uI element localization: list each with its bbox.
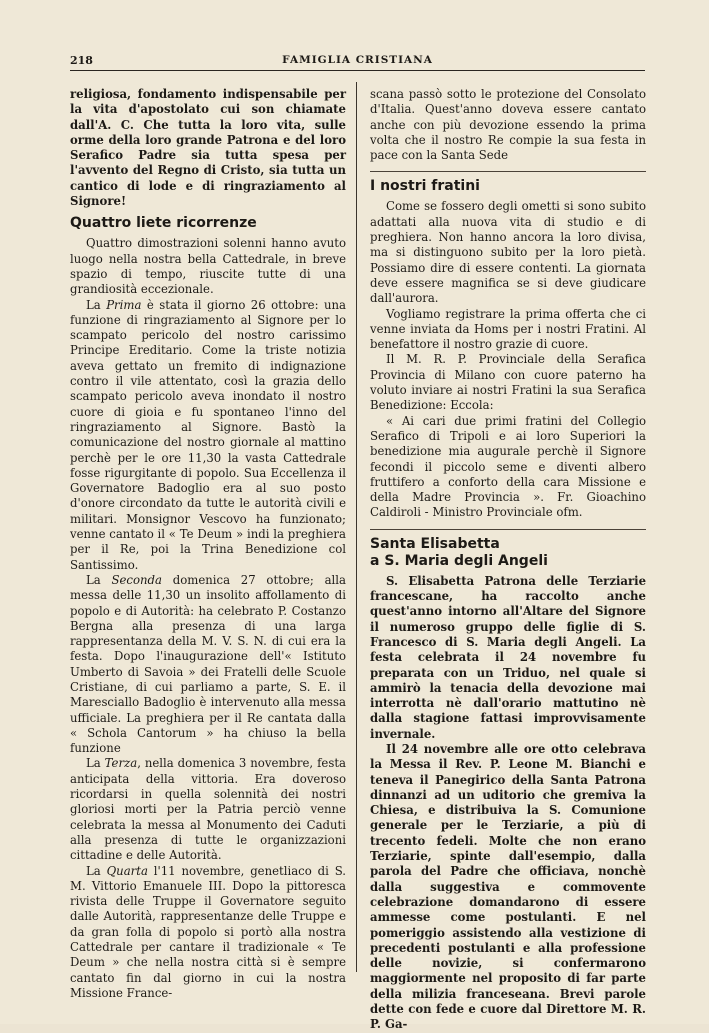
intro-paragraph: religiosa, fondamento indispensabile per la vita d'apostolato cui son chiamate dall'A. C. Che tutta la loro vita, sulle orme della loro grande Patrona e del loro Serafico Padre sia tutta spesa per l'avvento del Regno di Cristo, sia tutta un cantico di lode e di ringraziamento al Signore! bbox=[70, 87, 346, 209]
emphasis: Terza bbox=[104, 756, 138, 771]
paragraph: Vogliamo registrare la prima offerta che ci venne inviata da Homs per i nostri Fratini. Al benefattore il nostro grazie di cuore. bbox=[370, 306, 646, 352]
column-divider bbox=[356, 82, 357, 972]
left-column bbox=[70, 87, 346, 1001]
emphasis: Prima bbox=[106, 297, 142, 312]
emphasis: Quarta bbox=[106, 863, 148, 878]
paragraph-seconda bbox=[70, 573, 346, 757]
text-span: La bbox=[86, 572, 112, 587]
header-rule bbox=[70, 70, 645, 71]
heading-line: a S. Maria degli Angeli bbox=[370, 552, 548, 569]
journal-title: FAMIGLIA CRISTIANA bbox=[282, 54, 433, 66]
text-span: , nella domenica 3 novembre, festa anticipata della vittoria. Era doveroso ricordarsi in quella solennità dei nostri gloriosi morti per la Patria perciò venne celebrata la messa al Monumento dei Caduti alla presenza di tutte le organizzazioni cittadine e delle Autorità. bbox=[70, 756, 346, 863]
page-number: 218 bbox=[70, 54, 93, 67]
paragraph: scana passò sotto le protezione del Consolato d'Italia. Quest'anno doveva essere cantato anche con più devozione essendo la prima volta che il nostro Re compie la sua festa in pace con la Santa Sede bbox=[370, 87, 646, 163]
paragraph-prima bbox=[70, 298, 346, 573]
paragraph-terza bbox=[70, 756, 346, 863]
section-separator bbox=[370, 529, 646, 530]
text-span: domenica 27 ottobre; alla messa delle 11,30 un insolito affollamento di popolo e di Autorità: ha celebrato P. Costanzo Bergna alla presenza di una larga rappresentanza della M. V. S. N. di cui era la festa. Dopo l'inaugurazione dell'« Istituto Umberto di Savoia » dei Fratelli delle Scuole Cristiane, di cui parliamo a parte, S. E. il Maresciallo Badoglio è intervenuto alla messa ufficiale. La preghiera per il Re cantata dalla « Schola Cantorum » ha chiuso la bella funzione bbox=[70, 572, 346, 756]
section-separator bbox=[370, 171, 646, 172]
paragraph: Il 24 novembre alle ore otto celebrava la Messa il Rev. P. Leone M. Bianchi e teneva il Panegirico della Santa Patrona dinnanzi ad un uditorio che gremiva la Chiesa, e distribuiva la S. Comunione generale per le Terziarie, a più di trecento fedeli. Molte che non erano Terziarie, spinte dall'esempio, dalla parola del Padre che officiava, nonchè dalla suggestiva e commovente celebrazione domandarono di essere ammesse come postulanti. E nel pomeriggio assistendo alla vestizione di precedenti postulanti e alla professione delle novizie, si confermarono maggiormente nel proposito di far parte della milizia franceseana. Brevi parole dette con fede e cuore dal Direttore M. R. P. Ga- bbox=[370, 741, 646, 1032]
text-span: La bbox=[86, 297, 107, 312]
paragraph: S. Elisabetta Patrona delle Terziarie francescane, ha raccolto anche quest'anno intorno all'Altare del Signore il numeroso gruppo delle figlie di S. Francesco di S. Maria degli Angeli. La festa celebrata il 24 novembre fu preparata con un Triduo, nel quale si ammirò la tenacia della devozione mai interrotta nè dall'orario mattutino nè dalla stagione fattasi improvvisamente invernale. bbox=[370, 573, 646, 741]
paragraph: Quattro dimostrazioni solenni hanno avuto luogo nella nostra bella Cattedrale, in breve spazio di tempo, riuscite tutte di una grandiosità eccezionale. bbox=[70, 236, 346, 297]
text-span: La bbox=[86, 863, 107, 878]
section-heading-santa-elisabetta bbox=[370, 536, 646, 570]
text-span: è stata il giorno 26 ottobre: una funzione di ringraziamento al Signore per lo scampato pericolo del nostro carissimo Principe Ereditario. Come la triste notizia aveva gettato un fremito di indignazione contro il vile attentato, così la grazia dello scampato pericolo aveva inondato il nostro cuore di gioia e fu spontaneo l'inno del ringraziamento al Signore. Bastò la comunicazione del nostro giornale al mattino perchè per le ore 11,30 la vasta Cattedrale fosse rigurgitante di popolo. Sua Eccellenza il Governatore Badoglio era al suo posto d'onore circondato da tutte le autorità civili e militari. Monsignor Vescovo ha funzionato; venne cantato il « Te Deum » indi la preghiera per il Re, poi la Trina Benedizione col Santissimo. bbox=[70, 297, 346, 572]
text-span: l'11 novembre, genetliaco di S. M. Vittorio Emanuele III. Dopo la pittoresca rivista delle Truppe il Governatore seguito dalle Autorità, rappresentanze delle Truppe e da gran folla di popolo si portò alla nostra Cattedrale per cantare il tradizionale « Te Deum » che nella nostra città si è sempre cantato fin dal giorno in cui la nostra Missione France- bbox=[70, 863, 346, 1000]
paragraph: Il M. R. P. Provinciale della Serafica Provincia di Milano con cuore paterno ha voluto inviare ai nostri Fratini la sua Serafica Benedizione: Eccola: bbox=[370, 352, 646, 413]
paragraph-quarta bbox=[70, 864, 346, 1002]
paragraph-quote: « Ai cari due primi fratini del Collegio Serafico di Tripoli e ai loro Superiori la benedizione mia augurale perchè il Signore fecondi il piccolo seme e diventi albero fruttifero a conforto della cara Missione e della Madre Provincia ». Fr. Gioachino Caldiroli - Ministro Provinciale ofm. bbox=[370, 413, 646, 520]
section-heading-i-nostri-fratini: I nostri fratini bbox=[370, 178, 480, 195]
right-column bbox=[370, 87, 646, 1033]
heading-line: Santa Elisabetta bbox=[370, 535, 500, 552]
text-span: La bbox=[86, 756, 105, 771]
paragraph: Come se fossero degli ometti si sono subito adattati alla nuova vita di studio e di preghiera. Non hanno ancora la loro divisa, ma si distinguono subito per la loro pietà. Possiamo dire di essere contenti. La giornata deve essere magnifica se si deve giudicare dall'aurora. bbox=[370, 199, 646, 306]
emphasis: Seconda bbox=[111, 572, 162, 587]
section-heading-quattro-liete-ricorrenze: Quattro liete ricorrenze bbox=[70, 215, 257, 232]
